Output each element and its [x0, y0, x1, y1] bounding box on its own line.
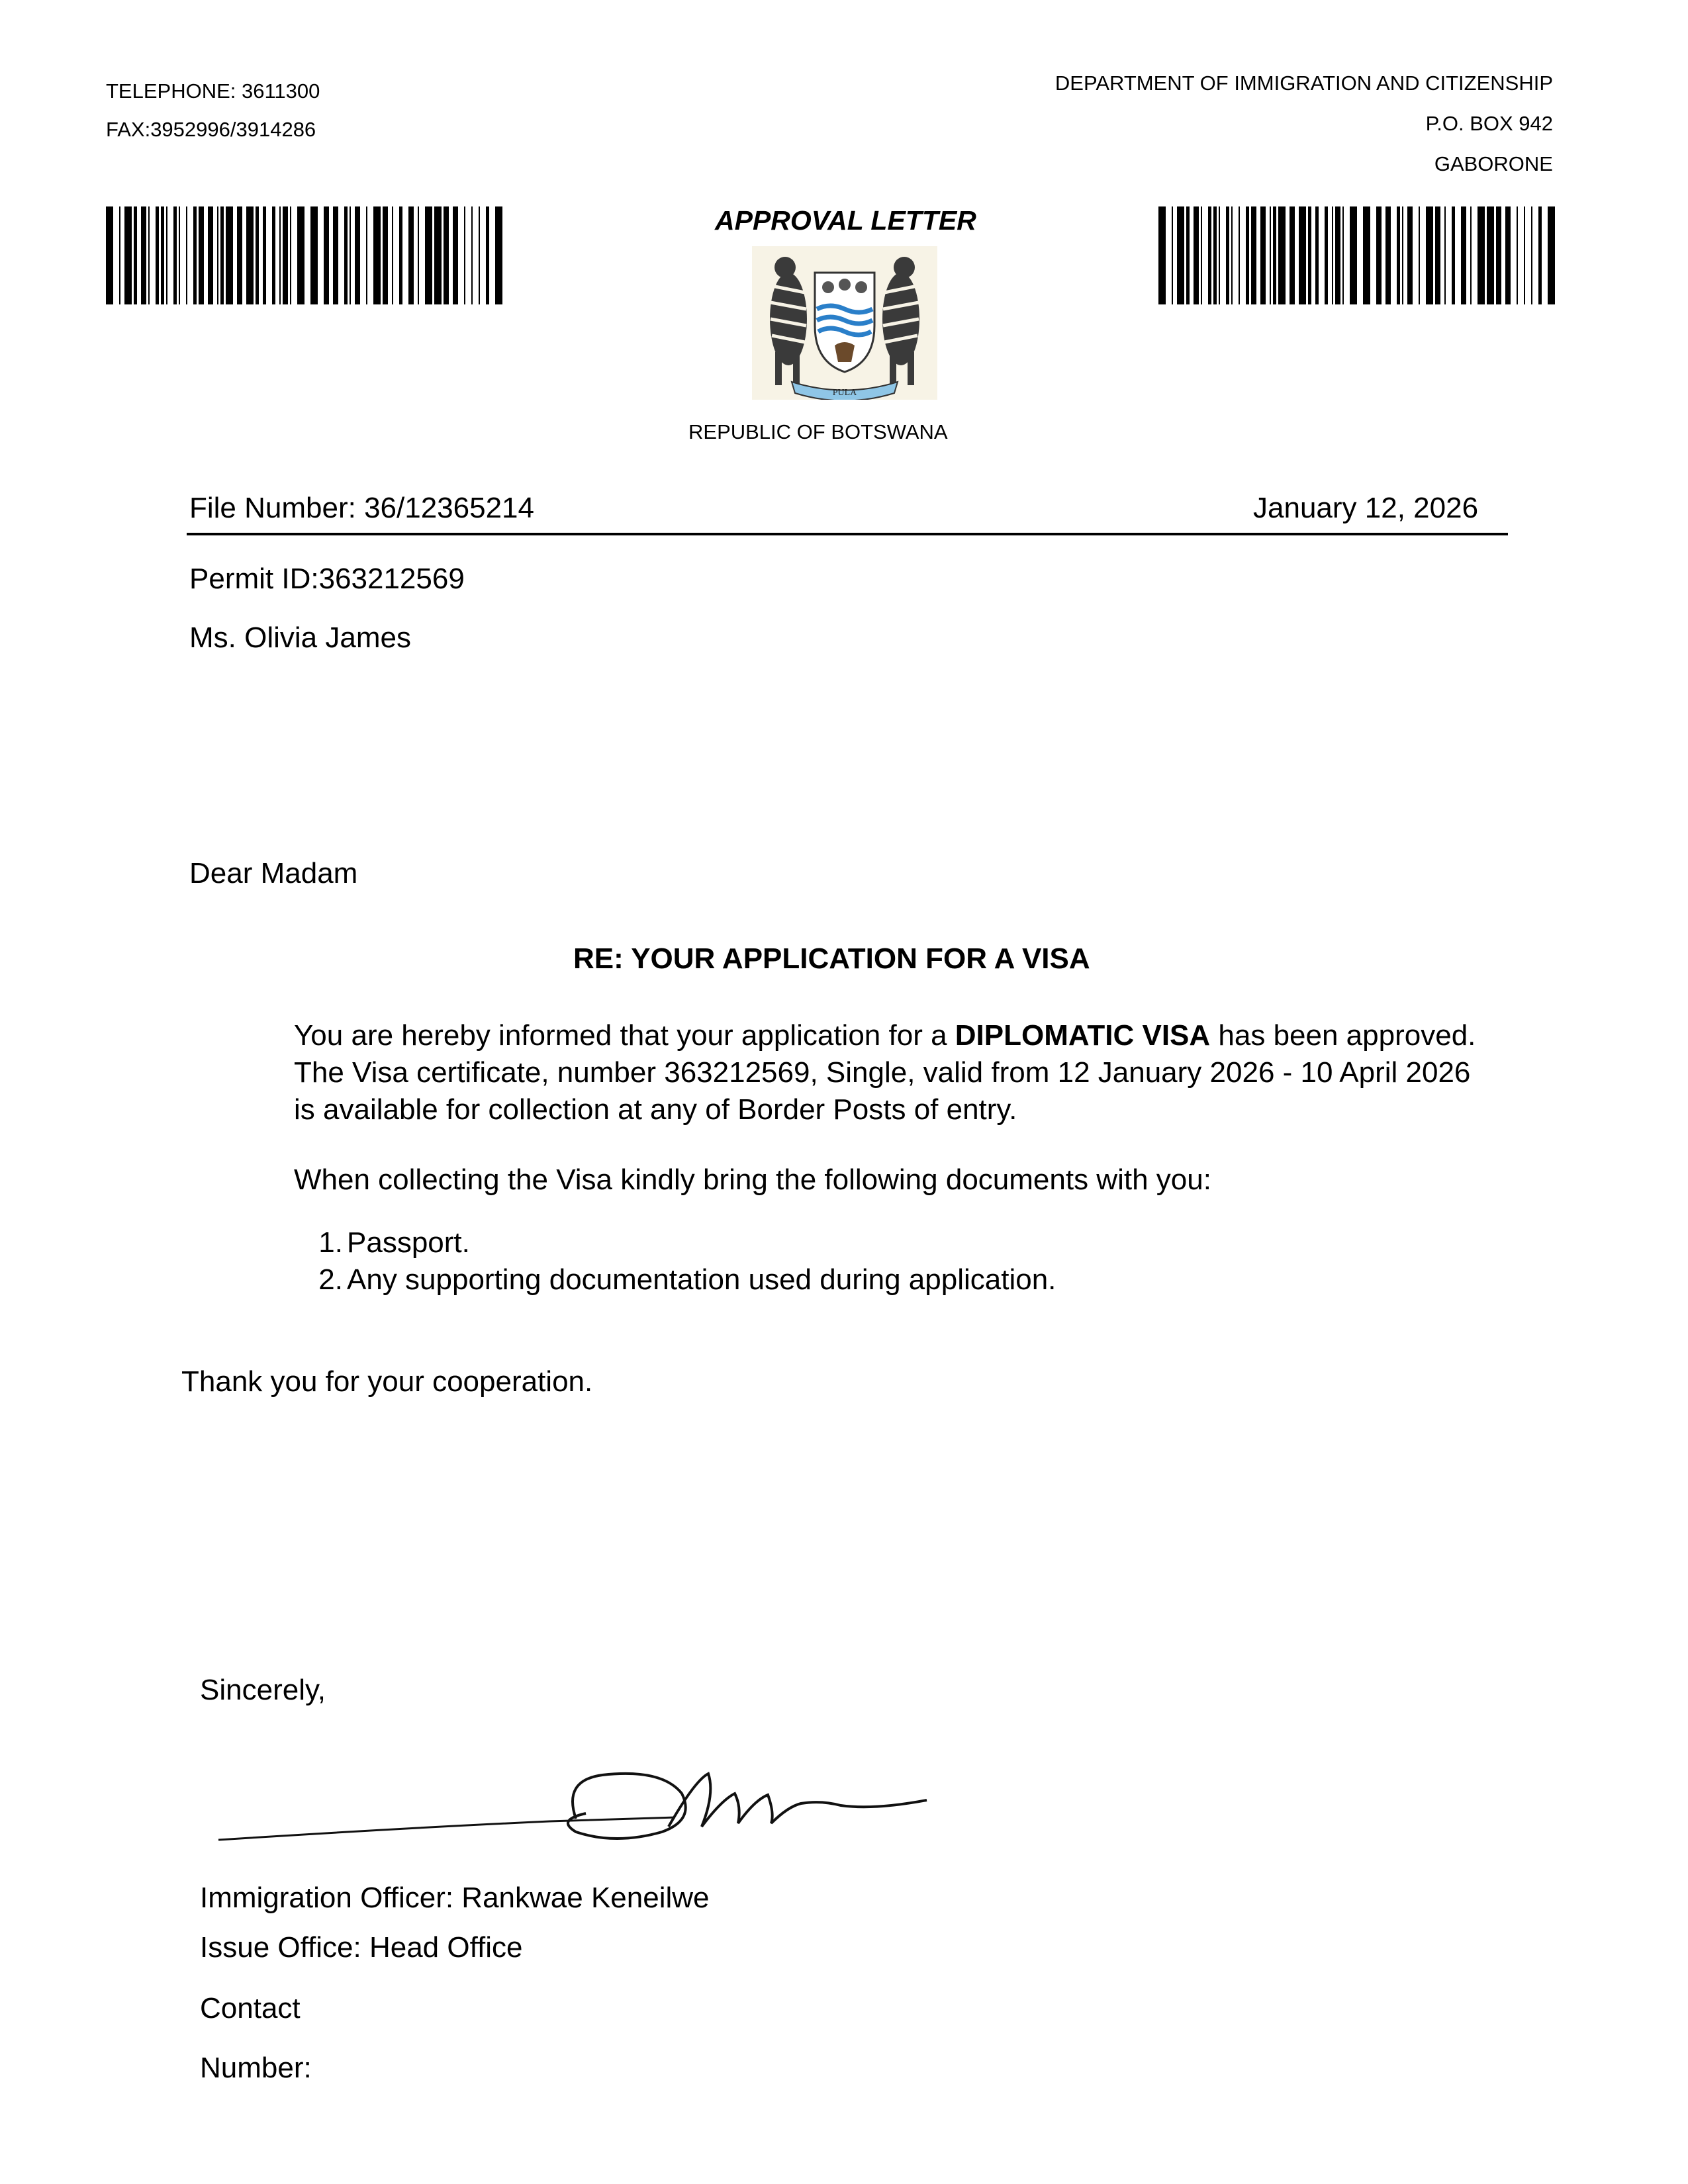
sign-off: Sincerely, [200, 1674, 326, 1706]
signature-image [205, 1754, 947, 1860]
letter-date: January 12, 2026 [1253, 492, 1479, 524]
issue-office: Issue Office: Head Office [200, 1931, 523, 1964]
botswana-coat-of-arms-icon [752, 246, 937, 400]
contact-label: Contact [200, 1992, 301, 2025]
republic-label: REPUBLIC OF BOTSWANA [688, 420, 948, 443]
approval-text-rest: has been approved. The Visa certificate, number 363212569, Single, valid from 12 January 2026 - 10 April 2026 is available for collection at any of Border Posts of entry. [294, 1019, 1476, 1126]
salutation: Dear Madam [189, 857, 358, 889]
po-box: P.O. BOX 942 [1425, 112, 1553, 135]
department-name: DEPARTMENT OF IMMIGRATION AND CITIZENSHIP [1055, 71, 1553, 95]
thank-you-line: Thank you for your cooperation. [181, 1365, 593, 1398]
telephone: TELEPHONE: 3611300 [106, 79, 320, 103]
list-item [316, 1265, 1056, 1295]
approval-text-lead: You are hereby informed that your application for a [294, 1019, 955, 1052]
barcode-right [1158, 206, 1556, 304]
list-item [316, 1228, 470, 1257]
visa-type: DIPLOMATIC VISA [955, 1019, 1211, 1052]
city: GABORONE [1434, 152, 1553, 175]
approval-paragraph [294, 1017, 1492, 1128]
barcode-left [106, 206, 503, 304]
list-item-number: 2. [318, 1263, 343, 1296]
header-divider [187, 533, 1508, 535]
letter-title: APPROVAL LETTER [715, 205, 976, 236]
fax: FAX:3952996/3914286 [106, 118, 316, 141]
instructions-paragraph: When collecting the Visa kindly bring the following documents with you: [294, 1163, 1211, 1196]
recipient-name: Ms. Olivia James [189, 621, 411, 654]
contact-number-label: Number: [200, 2052, 312, 2084]
file-number: File Number: 36/12365214 [189, 492, 534, 524]
emblem-motto: PULA [832, 388, 857, 398]
immigration-officer: Immigration Officer: Rankwae Keneilwe [200, 1882, 710, 1914]
subject-line: RE: YOUR APPLICATION FOR A VISA [573, 942, 1090, 975]
list-item-text: Passport. [347, 1226, 470, 1259]
permit-id: Permit ID:363212569 [189, 563, 465, 595]
list-item-number: 1. [318, 1226, 343, 1259]
list-item-text: Any supporting documentation used during application. [347, 1263, 1056, 1296]
